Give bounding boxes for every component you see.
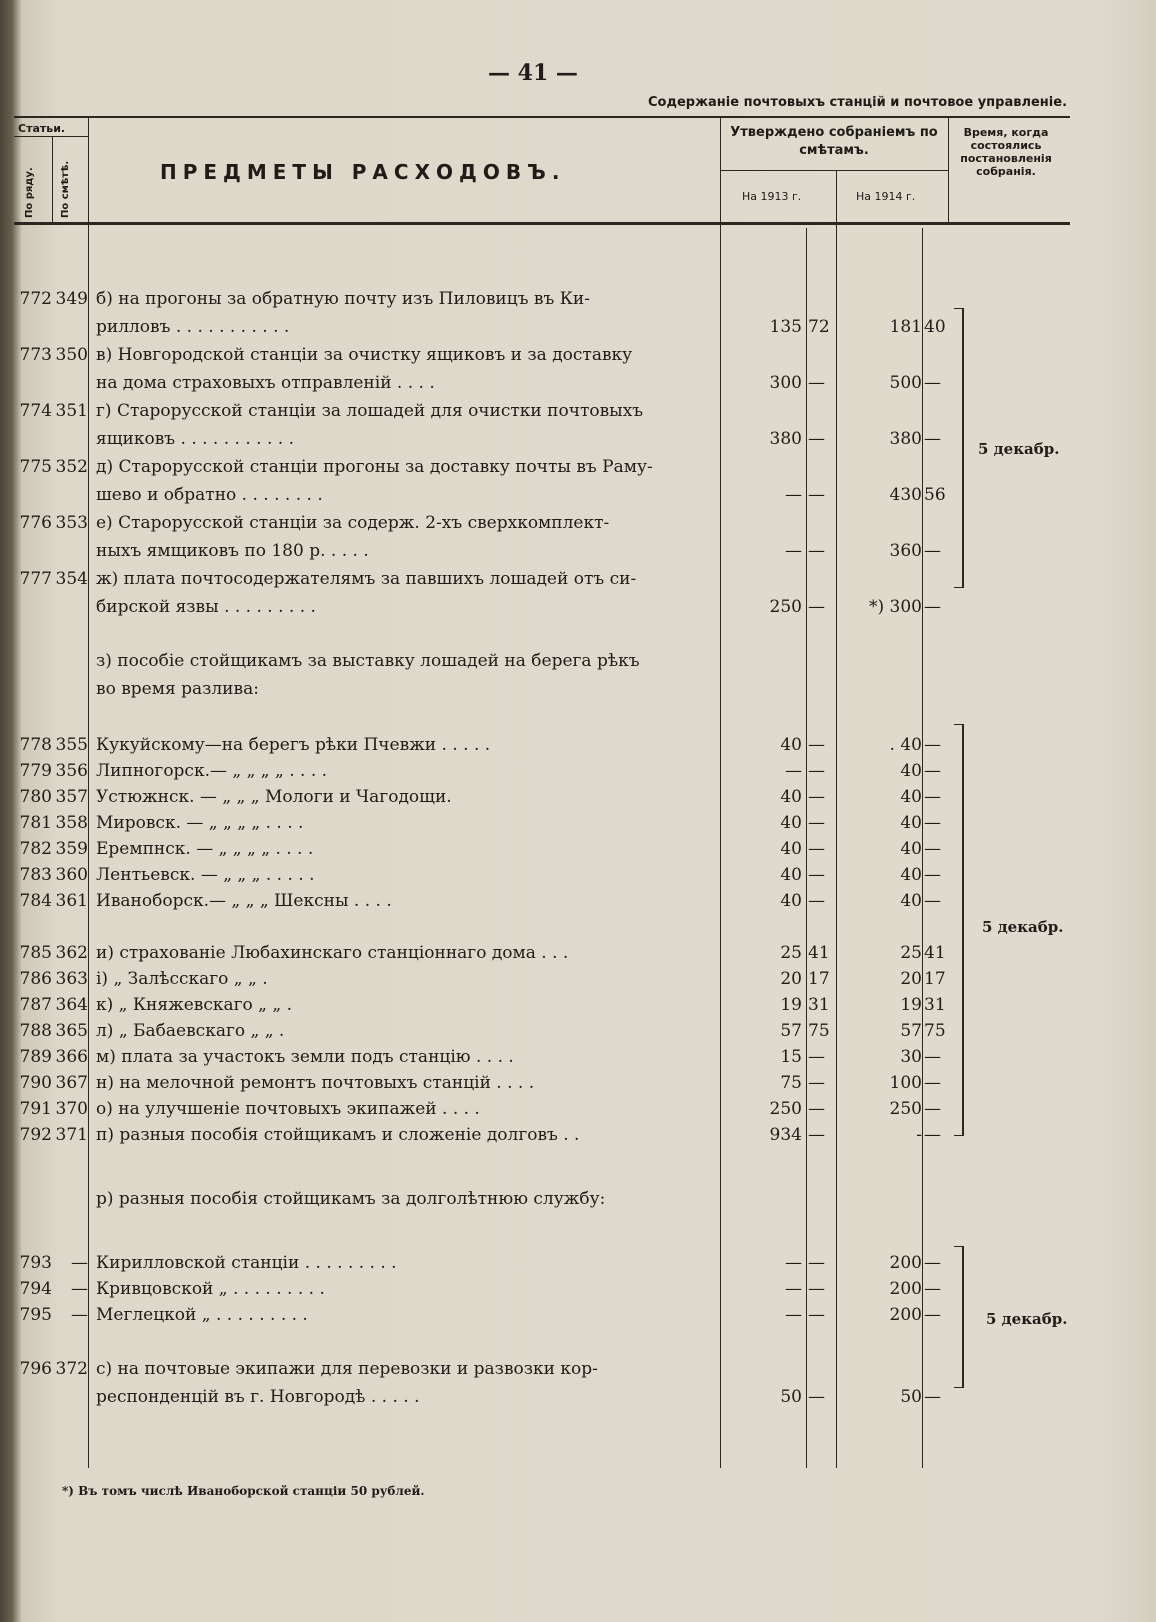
estimate-number: 351: [55, 401, 88, 421]
header-year-1913: На 1913 г.: [742, 190, 802, 203]
table-row: [0, 888, 1156, 914]
estimate-number: 349: [55, 289, 88, 309]
amount-1914-kopecks: —: [924, 373, 941, 393]
amount-1914-rubles: 100: [889, 1073, 922, 1093]
item-text: Иваноборск.— „ „ „ Шексны . . . .: [96, 891, 392, 911]
estimate-number: 367: [55, 1073, 88, 1093]
header-divider: [948, 118, 949, 222]
header-po-ryadu: По ряду.: [24, 167, 35, 218]
row-number: 796: [19, 1359, 52, 1379]
date-note-1: 5 декабр.: [978, 440, 1060, 458]
amount-1913-rubles: 250: [769, 597, 802, 617]
header-title: ПРЕДМЕТЫ РАСХОДОВЪ.: [160, 160, 566, 184]
amount-1913-kopecks: —: [808, 1253, 825, 1273]
table-row: [0, 538, 1156, 564]
amount-1914-rubles: 40: [900, 813, 922, 833]
row-number: 783: [19, 865, 52, 885]
row-number: 792: [19, 1125, 52, 1145]
estimate-number: 355: [55, 735, 88, 755]
amount-1913-kopecks: —: [808, 839, 825, 859]
row-number: 786: [19, 969, 52, 989]
item-text: в) Новгородской станціи за очистку ящиковъ и за доставку: [96, 345, 633, 365]
table-row: [0, 648, 1156, 674]
table-row: [0, 370, 1156, 396]
table-row: [0, 510, 1156, 536]
table-row: [0, 1070, 1156, 1096]
item-text: на дома страховыхъ отправленій . . . .: [96, 373, 435, 393]
amount-1913-rubles: 40: [780, 787, 802, 807]
amount-1913-rubles: —: [785, 1253, 802, 1273]
estimate-number: 372: [55, 1359, 88, 1379]
estimate-number: 350: [55, 345, 88, 365]
amount-1914-rubles: 25: [900, 943, 922, 963]
amount-1914-kopecks: —: [924, 761, 941, 781]
item-text: б) на прогоны за обратную почту изъ Пиловицъ въ Ки-: [96, 289, 590, 309]
amount-1914-kopecks: 31: [924, 995, 946, 1015]
table-row: [0, 784, 1156, 810]
amount-1913-rubles: 135: [769, 317, 802, 337]
row-number: 791: [19, 1099, 52, 1119]
item-text: Еремпнск. — „ „ „ „ . . . .: [96, 839, 314, 859]
table-row: [0, 1302, 1156, 1328]
item-text: е) Старорусской станціи за содерж. 2-хъ сверхкомплект-: [96, 513, 610, 533]
amount-1913-kopecks: —: [808, 429, 825, 449]
row-number: 777: [19, 569, 52, 589]
amount-1914-kopecks: —: [924, 813, 941, 833]
amount-1913-kopecks: —: [808, 1073, 825, 1093]
amount-1914-kopecks: —: [924, 1125, 941, 1145]
amount-1914-kopecks: 40: [924, 317, 946, 337]
amount-1914-rubles: 181: [889, 317, 922, 337]
amount-1913-rubles: 75: [780, 1073, 802, 1093]
amount-1914-rubles: 430: [889, 485, 922, 505]
estimate-number: 357: [55, 787, 88, 807]
amount-1913-rubles: 15: [780, 1047, 802, 1067]
amount-1914-rubles: 250: [889, 1099, 922, 1119]
amount-1914-kopecks: —: [924, 1279, 941, 1299]
amount-1913-kopecks: —: [808, 541, 825, 561]
table-row: [0, 1250, 1156, 1276]
table-row: [0, 1096, 1156, 1122]
header-year-1914: На 1914 г.: [856, 190, 916, 203]
amount-1913-kopecks: 41: [808, 943, 830, 963]
item-text: Кукуйскому—на берегъ рѣки Пчевжи . . . . .: [96, 735, 491, 755]
amount-1913-rubles: 250: [769, 1099, 802, 1119]
table-row: [0, 992, 1156, 1018]
amount-1913-rubles: 19: [780, 995, 802, 1015]
amount-1914-rubles: . 40: [889, 735, 922, 755]
amount-1913-kopecks: —: [808, 597, 825, 617]
amount-1914-rubles: 200: [889, 1279, 922, 1299]
table-row: [0, 314, 1156, 340]
amount-1914-rubles: 19: [900, 995, 922, 1015]
amount-1914-kopecks: —: [924, 541, 941, 561]
table-row: [0, 1384, 1156, 1410]
table-row: [0, 676, 1156, 702]
amount-1913-rubles: 934: [769, 1125, 802, 1145]
table-row: [0, 1186, 1156, 1212]
estimate-number: 354: [55, 569, 88, 589]
footnote: *) Въ томъ числѣ Иваноборской станціи 50 рублей.: [62, 1484, 425, 1498]
amount-1914-kopecks: —: [924, 787, 941, 807]
brace-group-2: [954, 724, 964, 1136]
row-number: 774: [19, 401, 52, 421]
amount-1913-kopecks: 31: [808, 995, 830, 1015]
amount-1914-rubles: 40: [900, 839, 922, 859]
item-text: з) пособіе стойщикамъ за выставку лошадей на берега рѣкъ: [96, 651, 640, 671]
table-row: [0, 862, 1156, 888]
row-number: 781: [19, 813, 52, 833]
amount-1914-kopecks: —: [924, 1253, 941, 1273]
amount-1914-kopecks: —: [924, 1047, 941, 1067]
item-text: р) разныя пособія стойщикамъ за долголѣтнюю службу:: [96, 1189, 606, 1209]
amount-1914-kopecks: —: [924, 1305, 941, 1325]
amount-1914-rubles: 380: [889, 429, 922, 449]
item-text: п) разныя пособія стойщикамъ и сложеніе долговъ . .: [96, 1125, 580, 1145]
table-row: [0, 836, 1156, 862]
amount-1913-rubles: —: [785, 1279, 802, 1299]
top-rule: [14, 116, 1070, 118]
date-note-3: 5 декабр.: [986, 1310, 1068, 1328]
amount-1913-rubles: 40: [780, 891, 802, 911]
estimate-number: 362: [55, 943, 88, 963]
amount-1913-kopecks: —: [808, 1305, 825, 1325]
estimate-number: 358: [55, 813, 88, 833]
table-row: [0, 966, 1156, 992]
header-divider: [52, 136, 53, 222]
header-po-smete: По смѣтѣ.: [60, 160, 71, 218]
amount-1914-kopecks: —: [924, 839, 941, 859]
item-text: л) „ Бабаевскаго „ „ .: [96, 1021, 285, 1041]
table-row: [0, 594, 1156, 620]
amount-1913-rubles: 40: [780, 839, 802, 859]
amount-1914-kopecks: —: [924, 429, 941, 449]
amount-1914-rubles: 57: [900, 1021, 922, 1041]
amount-1914-rubles: 20: [900, 969, 922, 989]
estimate-number: —: [71, 1253, 88, 1273]
amount-1913-rubles: —: [785, 541, 802, 561]
item-text: г) Старорусской станціи за лошадей для очистки почтовыхъ: [96, 401, 644, 421]
estimate-number: 352: [55, 457, 88, 477]
amount-1913-rubles: 20: [780, 969, 802, 989]
item-text: м) плата за участокъ земли подъ станцію . . . .: [96, 1047, 514, 1067]
amount-1913-kopecks: —: [808, 1279, 825, 1299]
amount-1913-kopecks: —: [808, 813, 825, 833]
brace-group-3: [954, 1246, 964, 1388]
item-text: Меглецкой „ . . . . . . . . .: [96, 1305, 308, 1325]
amount-1913-rubles: 25: [780, 943, 802, 963]
amount-1913-kopecks: —: [808, 787, 825, 807]
header-bottom-rule: [14, 222, 1070, 225]
amount-1914-kopecks: 41: [924, 943, 946, 963]
estimate-number: 359: [55, 839, 88, 859]
amount-1913-kopecks: 75: [808, 1021, 830, 1041]
amount-1913-kopecks: 17: [808, 969, 830, 989]
item-text: Кирилловской станціи . . . . . . . . .: [96, 1253, 397, 1273]
row-number: 779: [19, 761, 52, 781]
estimate-number: 353: [55, 513, 88, 533]
row-number: 784: [19, 891, 52, 911]
item-text: Мировск. — „ „ „ „ . . . .: [96, 813, 304, 833]
table-row: [0, 1122, 1156, 1148]
header-approved: Утверждено собраніемъ по смѣтамъ.: [730, 125, 938, 158]
estimate-number: 366: [55, 1047, 88, 1067]
date-note-2: 5 декабр.: [982, 918, 1064, 936]
amount-1914-kopecks: 56: [924, 485, 946, 505]
item-text: о) на улучшеніе почтовыхъ экипажей . . . .: [96, 1099, 480, 1119]
row-number: 795: [19, 1305, 52, 1325]
item-text: бирской язвы . . . . . . . . .: [96, 597, 316, 617]
estimate-number: —: [71, 1279, 88, 1299]
table-row: [0, 810, 1156, 836]
row-number: 788: [19, 1021, 52, 1041]
row-number: 785: [19, 943, 52, 963]
table-row: [0, 1356, 1156, 1382]
amount-1914-kopecks: —: [924, 891, 941, 911]
row-number: 776: [19, 513, 52, 533]
page-number: — 41 —: [488, 60, 578, 86]
amount-1913-kopecks: —: [808, 1099, 825, 1119]
estimate-number: 364: [55, 995, 88, 1015]
table-row: [0, 342, 1156, 368]
estimate-number: 365: [55, 1021, 88, 1041]
table-row: [0, 732, 1156, 758]
estimate-number: 371: [55, 1125, 88, 1145]
amount-1914-rubles: 200: [889, 1305, 922, 1325]
amount-1914-rubles: -: [916, 1125, 922, 1145]
row-number: 793: [19, 1253, 52, 1273]
row-number: 782: [19, 839, 52, 859]
amount-1914-kopecks: 17: [924, 969, 946, 989]
table-row: [0, 1018, 1156, 1044]
table-row: [0, 398, 1156, 424]
row-number: 775: [19, 457, 52, 477]
estimate-number: —: [71, 1305, 88, 1325]
item-text: н) на мелочной ремонтъ почтовыхъ станцій . . . .: [96, 1073, 535, 1093]
item-text: Устюжнск. — „ „ „ Мологи и Чагодощи.: [96, 787, 452, 807]
amount-1913-kopecks: —: [808, 373, 825, 393]
table-row: [0, 1276, 1156, 1302]
amount-1913-rubles: 40: [780, 735, 802, 755]
amount-1913-kopecks: —: [808, 485, 825, 505]
amount-1913-rubles: 57: [780, 1021, 802, 1041]
item-text: и) страхованіе Любахинскаго станціоннаго дома . . .: [96, 943, 569, 963]
item-text: с) на почтовые экипажи для перевозки и развозки кор-: [96, 1359, 598, 1379]
amount-1913-kopecks: 72: [808, 317, 830, 337]
amount-1914-rubles: 30: [900, 1047, 922, 1067]
running-title: Содержаніе почтовыхъ станцій и почтовое управленіе.: [648, 95, 1068, 110]
amount-1914-kopecks: —: [924, 597, 941, 617]
amount-1914-rubles: 40: [900, 865, 922, 885]
amount-1913-kopecks: —: [808, 891, 825, 911]
amount-1913-rubles: 40: [780, 813, 802, 833]
estimate-number: 356: [55, 761, 88, 781]
item-text: респонденцій въ г. Новгородѣ . . . . .: [96, 1387, 420, 1407]
amount-1914-rubles: 500: [889, 373, 922, 393]
amount-1913-rubles: —: [785, 761, 802, 781]
amount-1913-rubles: —: [785, 1305, 802, 1325]
row-number: 790: [19, 1073, 52, 1093]
header-statyi: Статьи.: [18, 122, 66, 135]
table-row: [0, 940, 1156, 966]
item-text: ж) плата почтосодержателямъ за павшихъ лошадей отъ си-: [96, 569, 637, 589]
row-number: 778: [19, 735, 52, 755]
amount-1913-rubles: 50: [780, 1387, 802, 1407]
table-row: [0, 286, 1156, 312]
estimate-number: 363: [55, 969, 88, 989]
item-text: к) „ Княжевскаго „ „ .: [96, 995, 293, 1015]
row-number: 794: [19, 1279, 52, 1299]
item-text: ныхъ ямщиковъ по 180 р. . . . .: [96, 541, 369, 561]
row-number: 780: [19, 787, 52, 807]
header-divider: [14, 136, 88, 137]
item-text: во время разлива:: [96, 679, 259, 699]
amount-1914-rubles: 360: [889, 541, 922, 561]
row-number: 773: [19, 345, 52, 365]
item-text: шево и обратно . . . . . . . .: [96, 485, 323, 505]
amount-1914-kopecks: —: [924, 1099, 941, 1119]
amount-1914-rubles: 50: [900, 1387, 922, 1407]
amount-1913-rubles: 380: [769, 429, 802, 449]
item-text: Липногорск.— „ „ „ „ . . . .: [96, 761, 328, 781]
amount-1914-rubles: 200: [889, 1253, 922, 1273]
estimate-number: 361: [55, 891, 88, 911]
table-row: [0, 1044, 1156, 1070]
amount-1914-rubles: 40: [900, 787, 922, 807]
item-text: ящиковъ . . . . . . . . . . .: [96, 429, 294, 449]
header-time: Время, когда состоялись постановленія собранія.: [960, 126, 1052, 178]
amount-1914-rubles: 40: [900, 761, 922, 781]
amount-1913-rubles: —: [785, 485, 802, 505]
table-row: [0, 758, 1156, 784]
amount-1914-kopecks: —: [924, 1073, 941, 1093]
amount-1914-kopecks: 75: [924, 1021, 946, 1041]
brace-group-1: [954, 308, 964, 588]
amount-1913-kopecks: —: [808, 1047, 825, 1067]
item-text: д) Старорусской станціи прогоны за доставку почты въ Раму-: [96, 457, 653, 477]
amount-1913-kopecks: —: [808, 865, 825, 885]
amount-1914-rubles: *) 300: [869, 597, 922, 617]
row-number: 787: [19, 995, 52, 1015]
item-text: і) „ Залѣсскаго „ „ .: [96, 969, 268, 989]
amount-1913-rubles: 40: [780, 865, 802, 885]
amount-1914-kopecks: —: [924, 1387, 941, 1407]
table-row: [0, 566, 1156, 592]
amount-1913-kopecks: —: [808, 1387, 825, 1407]
item-text: Лентьевск. — „ „ „ . . . . .: [96, 865, 315, 885]
amount-1913-kopecks: —: [808, 1125, 825, 1145]
item-text: рилловъ . . . . . . . . . . .: [96, 317, 290, 337]
amount-1913-kopecks: —: [808, 735, 825, 755]
amount-1914-kopecks: —: [924, 735, 941, 755]
amount-1913-kopecks: —: [808, 761, 825, 781]
amount-1914-kopecks: —: [924, 865, 941, 885]
header-divider: [720, 170, 948, 171]
amount-1914-rubles: 40: [900, 891, 922, 911]
amount-1913-rubles: 300: [769, 373, 802, 393]
estimate-number: 370: [55, 1099, 88, 1119]
estimate-number: 360: [55, 865, 88, 885]
row-number: 789: [19, 1047, 52, 1067]
item-text: Кривцовской „ . . . . . . . . .: [96, 1279, 325, 1299]
table-row: [0, 482, 1156, 508]
row-number: 772: [19, 289, 52, 309]
